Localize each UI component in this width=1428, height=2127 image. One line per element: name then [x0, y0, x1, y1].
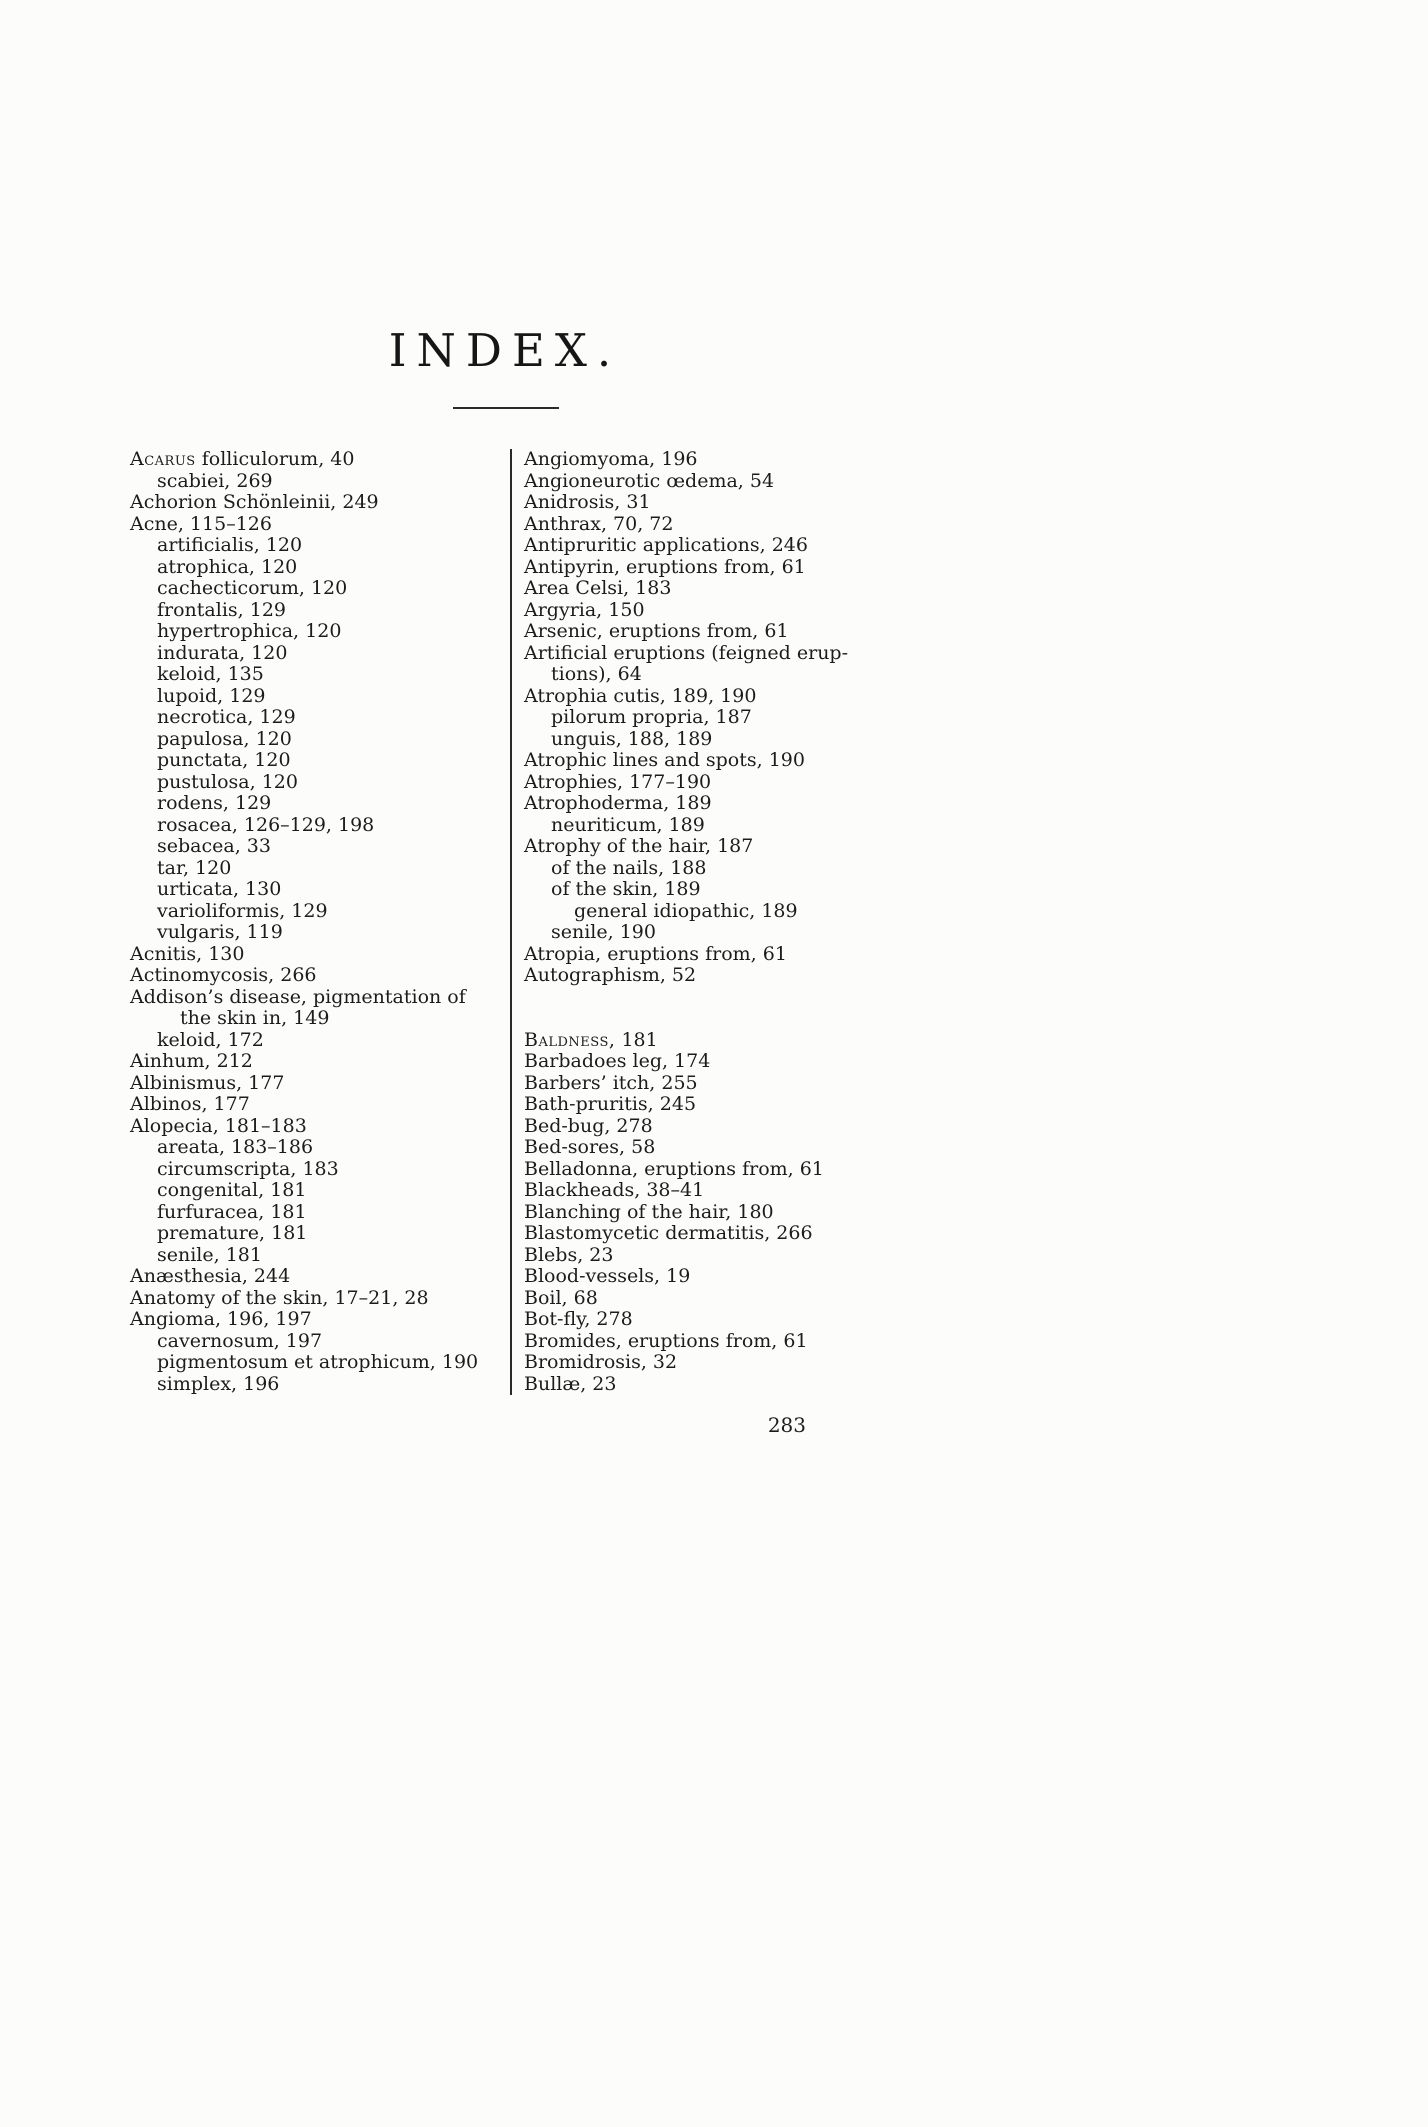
- index-entry: indurata, 120: [157, 641, 288, 664]
- index-entry: Atrophy of the hair, 187: [524, 835, 754, 857]
- index-entry: tar, 120: [157, 856, 232, 879]
- index-entry: general idiopathic, 189: [574, 899, 798, 922]
- index-entry: cachecticorum, 120: [157, 577, 348, 599]
- index-entry: Bot-fly, 278: [524, 1308, 633, 1330]
- index-entry: Anatomy of the skin, 17–21, 28: [130, 1286, 429, 1309]
- index-entry: Area Celsi, 183: [524, 577, 672, 599]
- index-entry: Arsenic, eruptions from, 61: [524, 620, 789, 642]
- index-entry: Ainhum, 212: [130, 1050, 253, 1072]
- index-entry: sebacea, 33: [157, 835, 271, 857]
- index-entry: Acnitis, 130: [130, 942, 245, 965]
- index-entry: keloid, 172: [157, 1028, 264, 1051]
- index-entry: senile, 181: [157, 1243, 262, 1266]
- index-entry: Artificial eruptions (feigned erup-: [524, 641, 849, 664]
- index-entry: Anæsthesia, 244: [130, 1265, 291, 1287]
- index-entry: neuriticum, 189: [551, 813, 705, 836]
- index-entry: Blebs, 23: [524, 1243, 614, 1266]
- index-entry: artificialis, 120: [157, 534, 303, 556]
- index-entry: areata, 183–186: [157, 1136, 314, 1158]
- index-entry: frontalis, 129: [157, 598, 287, 621]
- index-entry: Barbadoes leg, 174: [524, 1050, 711, 1072]
- index-column-right: [510, 449, 886, 1395]
- index-entry: Antipyrin, eruptions from, 61: [524, 555, 806, 578]
- index-entry-smallcaps-lead: Baldness,: [524, 1028, 616, 1051]
- index-entry: Blanching of the hair, 180: [524, 1200, 774, 1223]
- index-entry: Angiomyoma, 196: [524, 448, 698, 470]
- index-entry-smallcaps-lead: Acarus: [130, 448, 196, 470]
- index-entry: of the nails, 188: [551, 856, 707, 879]
- index-entry: Angioneurotic œdema, 54: [524, 469, 775, 492]
- index-entry: vulgaris, 119: [157, 921, 283, 943]
- index-entry: tions), 64: [551, 663, 642, 685]
- index-entry: Alopecia, 181–183: [130, 1114, 307, 1137]
- index-entry: simplex, 196: [157, 1372, 280, 1395]
- index-entry: Atrophia cutis, 189, 190: [524, 684, 757, 707]
- page-title: INDEX.: [388, 324, 622, 377]
- index-gap: [524, 1008, 886, 1030]
- index-entry: Anthrax, 70, 72: [524, 512, 674, 535]
- index-entry: circumscripta, 183: [157, 1157, 339, 1180]
- index-entry: pigmentosum et atrophicum, 190: [157, 1351, 479, 1373]
- index-entry: Atrophoderma, 189: [524, 792, 712, 814]
- index-entry: senile, 190: [551, 921, 656, 943]
- index-entry: Autographism, 52: [524, 964, 697, 986]
- index-entry: Albinismus, 177: [130, 1071, 285, 1094]
- index-gap: [524, 987, 886, 1009]
- index-entry: Argyria, 150: [524, 598, 645, 621]
- index-columns: [130, 449, 886, 1395]
- index-entry: Bed-bug, 278: [524, 1114, 653, 1137]
- index-entry: unguis, 188, 189: [551, 727, 713, 750]
- page-number: 283: [767, 1413, 806, 1437]
- index-entry: Bullæ, 23: [524, 1372, 617, 1395]
- index-entry: premature, 181: [157, 1222, 308, 1244]
- index-entry: pustulosa, 120: [157, 770, 298, 793]
- index-entry: Boil, 68: [524, 1286, 598, 1309]
- index-entry: rodens, 129: [157, 792, 272, 814]
- index-entry: Atropia, eruptions from, 61: [524, 942, 787, 965]
- index-entry: Atrophies, 177–190: [524, 770, 712, 793]
- index-entry: Blastomycetic dermatitis, 266: [524, 1222, 813, 1244]
- index-entry: Barbers’ itch, 255: [524, 1071, 698, 1094]
- index-entry: Antipruritic applications, 246: [524, 534, 808, 556]
- index-entry: punctata, 120: [157, 749, 291, 771]
- index-entry: Baldness, 181: [524, 1028, 658, 1051]
- index-entry: Belladonna, eruptions from, 61: [524, 1157, 824, 1180]
- index-entry: Bath-pruritis, 245: [524, 1093, 697, 1115]
- index-entry: cavernosum, 197: [157, 1329, 323, 1352]
- index-entry: atrophica, 120: [157, 555, 298, 578]
- index-entry: papulosa, 120: [157, 727, 292, 750]
- index-entry: congenital, 181: [157, 1179, 307, 1201]
- index-entry: scabiei, 269: [157, 469, 273, 492]
- index-entry: pilorum propria, 187: [551, 706, 752, 728]
- index-entry: rosacea, 126–129, 198: [157, 813, 375, 836]
- index-entry: hypertrophica, 120: [157, 620, 342, 642]
- index-entry: Angioma, 196, 197: [130, 1308, 312, 1330]
- index-entry: necrotica, 129: [157, 706, 296, 728]
- index-entry: urticata, 130: [157, 878, 282, 900]
- index-entry: of the skin, 189: [551, 878, 701, 900]
- index-entry: Blood-vessels, 19: [524, 1265, 691, 1287]
- index-entry: Albinos, 177: [130, 1093, 250, 1115]
- index-entry: Bromidrosis, 32: [524, 1351, 678, 1373]
- index-entry: varioliformis, 129: [157, 899, 328, 922]
- index-entry: Addison’s disease, pigmentation of: [130, 985, 466, 1008]
- index-entry: lupoid, 129: [157, 684, 266, 707]
- index-entry: keloid, 135: [157, 663, 264, 685]
- index-entry: Bromides, eruptions from, 61: [524, 1329, 808, 1352]
- title-rule: [453, 407, 559, 409]
- index-column-left: [130, 449, 512, 1395]
- index-entry: Achorion Schönleinii, 249: [130, 491, 379, 513]
- index-entry: furfuracea, 181: [157, 1200, 307, 1223]
- index-entry: Acne, 115–126: [130, 512, 272, 535]
- index-entry: Anidrosis, 31: [524, 491, 651, 513]
- index-entry: Acarus folliculorum, 40: [130, 448, 355, 470]
- index-entry: the skin in, 149: [180, 1007, 330, 1029]
- index-entry: Blackheads, 38–41: [524, 1179, 705, 1201]
- index-entry: Atrophic lines and spots, 190: [524, 749, 805, 771]
- index-entry: Bed-sores, 58: [524, 1136, 656, 1158]
- index-entry: Actinomycosis, 266: [130, 964, 317, 986]
